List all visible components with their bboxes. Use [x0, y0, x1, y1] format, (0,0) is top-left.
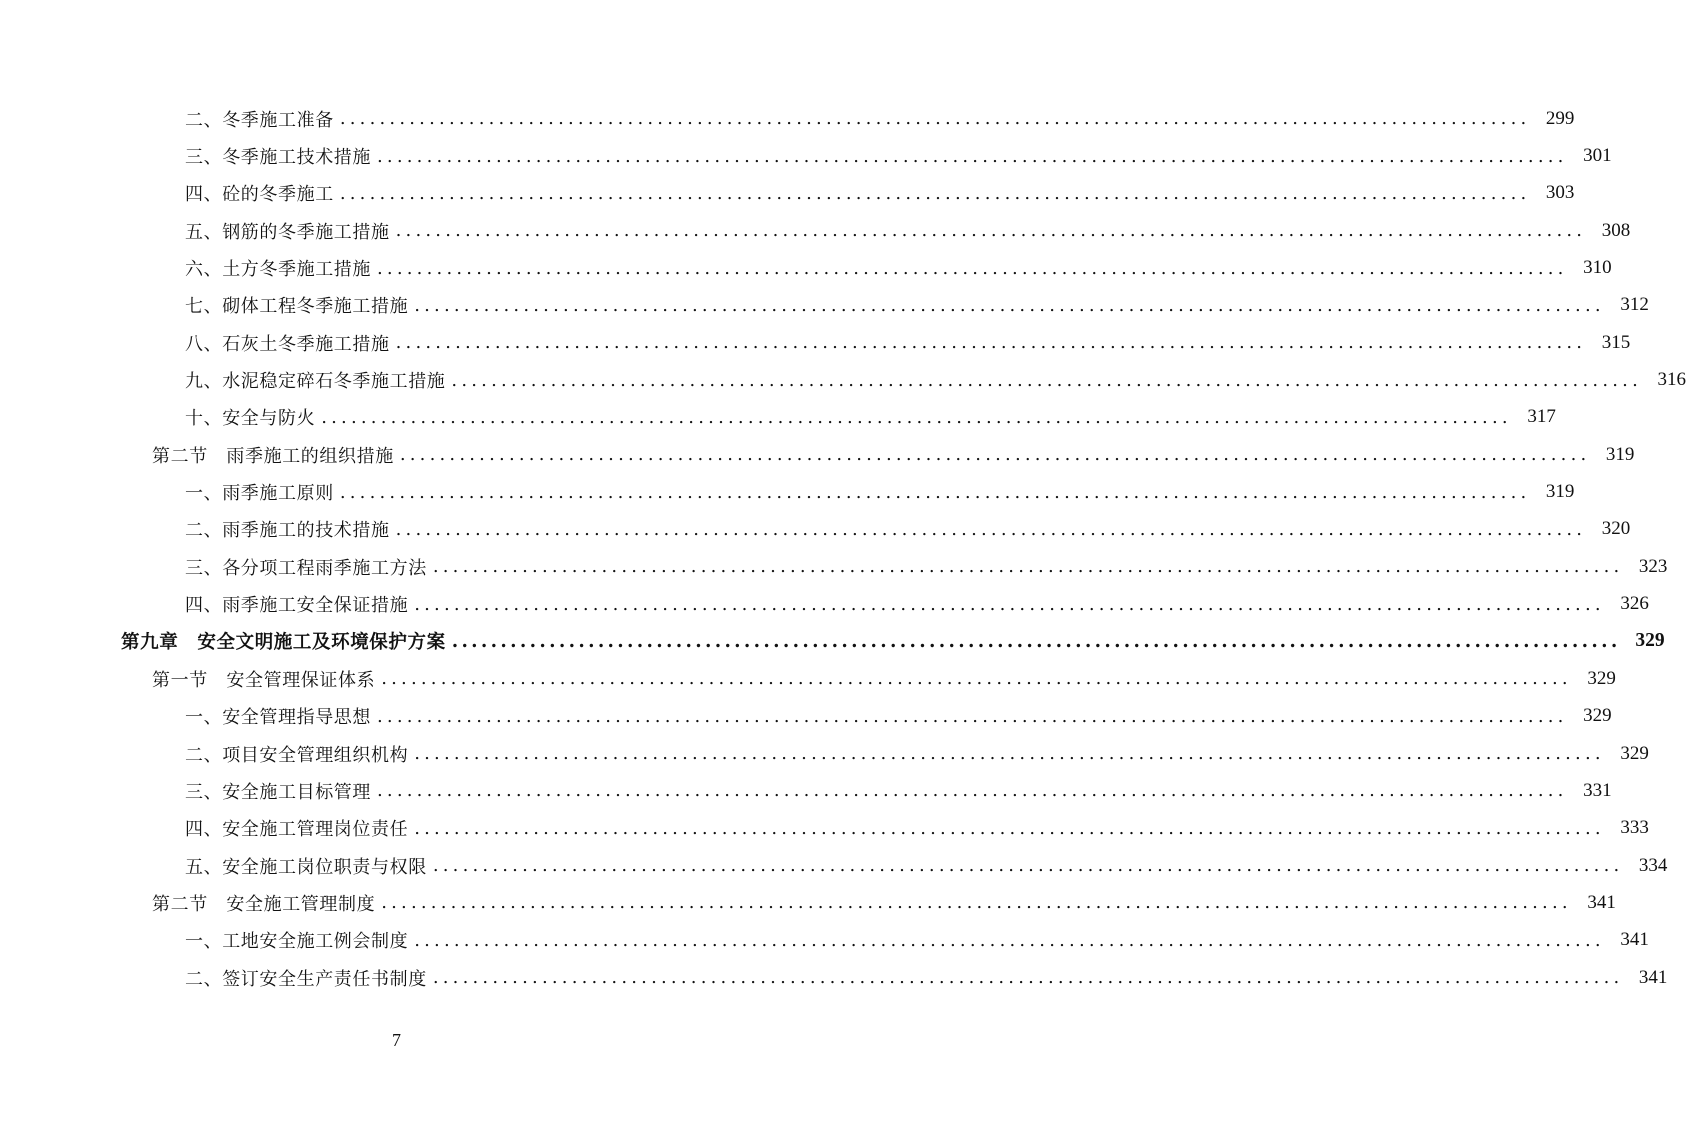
toc-entry-page: 341	[1638, 966, 1668, 988]
toc-section-entry[interactable]	[0, 660, 1616, 697]
toc-entry-page: 323	[1638, 555, 1668, 577]
toc-entry-title: 五、安全施工岗位职责与权限	[185, 856, 427, 878]
toc-item-entry[interactable]	[0, 399, 1556, 436]
toc-entry-page: 312	[1620, 294, 1649, 316]
toc-chapter-entry[interactable]	[0, 623, 1665, 660]
toc-entry-title: 第一节 安全管理保证体系	[152, 669, 376, 691]
toc-entry-page: 315	[1601, 331, 1631, 353]
toc-entry-page: 341	[1620, 929, 1649, 951]
toc-entry-page: 317	[1527, 406, 1556, 428]
page-number: 7	[392, 1030, 401, 1050]
toc-entry-title: 五、钢筋的冬季施工措施	[185, 221, 390, 243]
toc-entry-page: 329	[1583, 705, 1612, 727]
toc-entry-page: 303	[1545, 182, 1575, 204]
toc-dot-leader: ........................................................................................................................	[381, 892, 1572, 914]
toc-entry-title: 六、土方冬季施工措施	[185, 259, 371, 281]
toc-entry-page: 308	[1601, 219, 1631, 241]
toc-item-entry[interactable]	[0, 287, 1649, 324]
toc-entry-page: 326	[1620, 593, 1649, 615]
table-of-contents	[0, 100, 1686, 996]
toc-entry-title: 二、冬季施工准备	[185, 109, 334, 131]
toc-entry-page: 329	[1620, 742, 1649, 764]
toc-dot-leader: ........................................................................................................................	[432, 855, 1624, 877]
toc-entry-page: 334	[1638, 854, 1668, 876]
toc-entry-title: 三、冬季施工技术措施	[185, 147, 371, 169]
toc-dot-leader: ........................................................................................................................	[414, 929, 1605, 951]
toc-entry-title: 二、项目安全管理组织机构	[185, 744, 409, 766]
toc-dot-leader: ........................................................................................................................	[339, 108, 1531, 130]
toc-item-entry[interactable]	[0, 100, 1575, 137]
toc-entry-page: 331	[1583, 779, 1612, 801]
toc-item-entry[interactable]	[0, 249, 1612, 286]
toc-entry-title: 九、水泥稳定碎石冬季施工措施	[185, 371, 446, 393]
toc-dot-leader: ........................................................................................................................	[451, 369, 1643, 391]
toc-section-entry[interactable]	[0, 436, 1635, 473]
toc-entry-title: 一、安全管理指导思想	[185, 707, 371, 729]
toc-entry-page: 319	[1605, 443, 1635, 465]
toc-entry-page: 320	[1601, 518, 1631, 540]
toc-entry-title: 第九章 安全文明施工及环境保护方案	[121, 632, 446, 654]
toc-section-entry[interactable]	[0, 884, 1616, 921]
toc-dot-leader: ........................................................................................................................	[321, 406, 1512, 428]
toc-dot-leader: ........................................................................................................................	[377, 257, 1568, 279]
toc-entry-page: 316	[1657, 369, 1686, 391]
toc-item-entry[interactable]	[0, 137, 1612, 174]
toc-dot-leader: ........................................................................................................................	[377, 145, 1568, 167]
toc-dot-leader: ........................................................................................................................	[339, 481, 1531, 503]
toc-item-entry[interactable]	[0, 698, 1612, 735]
toc-dot-leader: ........................................................................................................................	[377, 705, 1568, 727]
toc-dot-leader: ........................................................................................................................	[451, 630, 1621, 652]
toc-entry-title: 十、安全与防火	[185, 408, 316, 430]
toc-item-entry[interactable]	[0, 212, 1631, 249]
toc-entry-title: 八、石灰土冬季施工措施	[185, 333, 390, 355]
toc-entry-title: 三、各分项工程雨季施工方法	[185, 557, 427, 579]
toc-dot-leader: ........................................................................................................................	[414, 743, 1605, 765]
toc-dot-leader: ........................................................................................................................	[377, 780, 1568, 802]
toc-entry-title: 三、安全施工目标管理	[185, 781, 371, 803]
toc-entry-page: 333	[1620, 817, 1649, 839]
toc-dot-leader: ........................................................................................................................	[414, 294, 1605, 316]
toc-dot-leader: ........................................................................................................................	[399, 444, 1591, 466]
toc-dot-leader: ........................................................................................................................	[432, 967, 1624, 989]
toc-item-entry[interactable]	[0, 810, 1649, 847]
toc-item-entry[interactable]	[0, 922, 1649, 959]
toc-entry-title: 二、雨季施工的技术措施	[185, 520, 390, 542]
toc-entry-page: 301	[1583, 145, 1612, 167]
toc-dot-leader: ........................................................................................................................	[395, 220, 1587, 242]
toc-dot-leader: ........................................................................................................................	[414, 593, 1605, 615]
toc-item-entry[interactable]	[0, 735, 1649, 772]
toc-item-entry[interactable]	[0, 511, 1631, 548]
toc-entry-title: 四、砼的冬季施工	[185, 184, 334, 206]
toc-item-entry[interactable]	[0, 361, 1686, 398]
toc-dot-leader: ........................................................................................................................	[381, 668, 1572, 690]
toc-entry-page: 329	[1587, 667, 1616, 689]
toc-entry-title: 七、砌体工程冬季施工措施	[185, 296, 409, 318]
toc-item-entry[interactable]	[0, 959, 1668, 996]
toc-entry-page: 310	[1583, 257, 1612, 279]
toc-entry-title: 第二节 雨季施工的组织措施	[152, 445, 394, 467]
toc-entry-page: 329	[1635, 630, 1665, 652]
toc-item-entry[interactable]	[0, 585, 1649, 622]
toc-item-entry[interactable]	[0, 175, 1575, 212]
toc-dot-leader: ........................................................................................................................	[395, 518, 1587, 540]
toc-entry-page: 319	[1545, 481, 1575, 503]
toc-dot-leader: ........................................................................................................................	[414, 817, 1605, 839]
toc-entry-page: 299	[1545, 107, 1575, 129]
toc-item-entry[interactable]	[0, 324, 1631, 361]
toc-entry-title: 四、雨季施工安全保证措施	[185, 595, 409, 617]
toc-dot-leader: ........................................................................................................................	[395, 332, 1587, 354]
toc-entry-title: 二、签订安全生产责任书制度	[185, 968, 427, 990]
toc-item-entry[interactable]	[0, 772, 1612, 809]
toc-entry-title: 第二节 安全施工管理制度	[152, 893, 376, 915]
toc-item-entry[interactable]	[0, 473, 1575, 510]
toc-item-entry[interactable]	[0, 847, 1668, 884]
toc-entry-title: 一、工地安全施工例会制度	[185, 931, 409, 953]
toc-dot-leader: ........................................................................................................................	[339, 182, 1531, 204]
toc-entry-page: 341	[1587, 891, 1616, 913]
toc-dot-leader: ........................................................................................................................	[432, 556, 1624, 578]
toc-item-entry[interactable]	[0, 548, 1668, 585]
toc-entry-title: 一、雨季施工原则	[185, 483, 334, 505]
toc-entry-title: 四、安全施工管理岗位责任	[185, 819, 409, 841]
